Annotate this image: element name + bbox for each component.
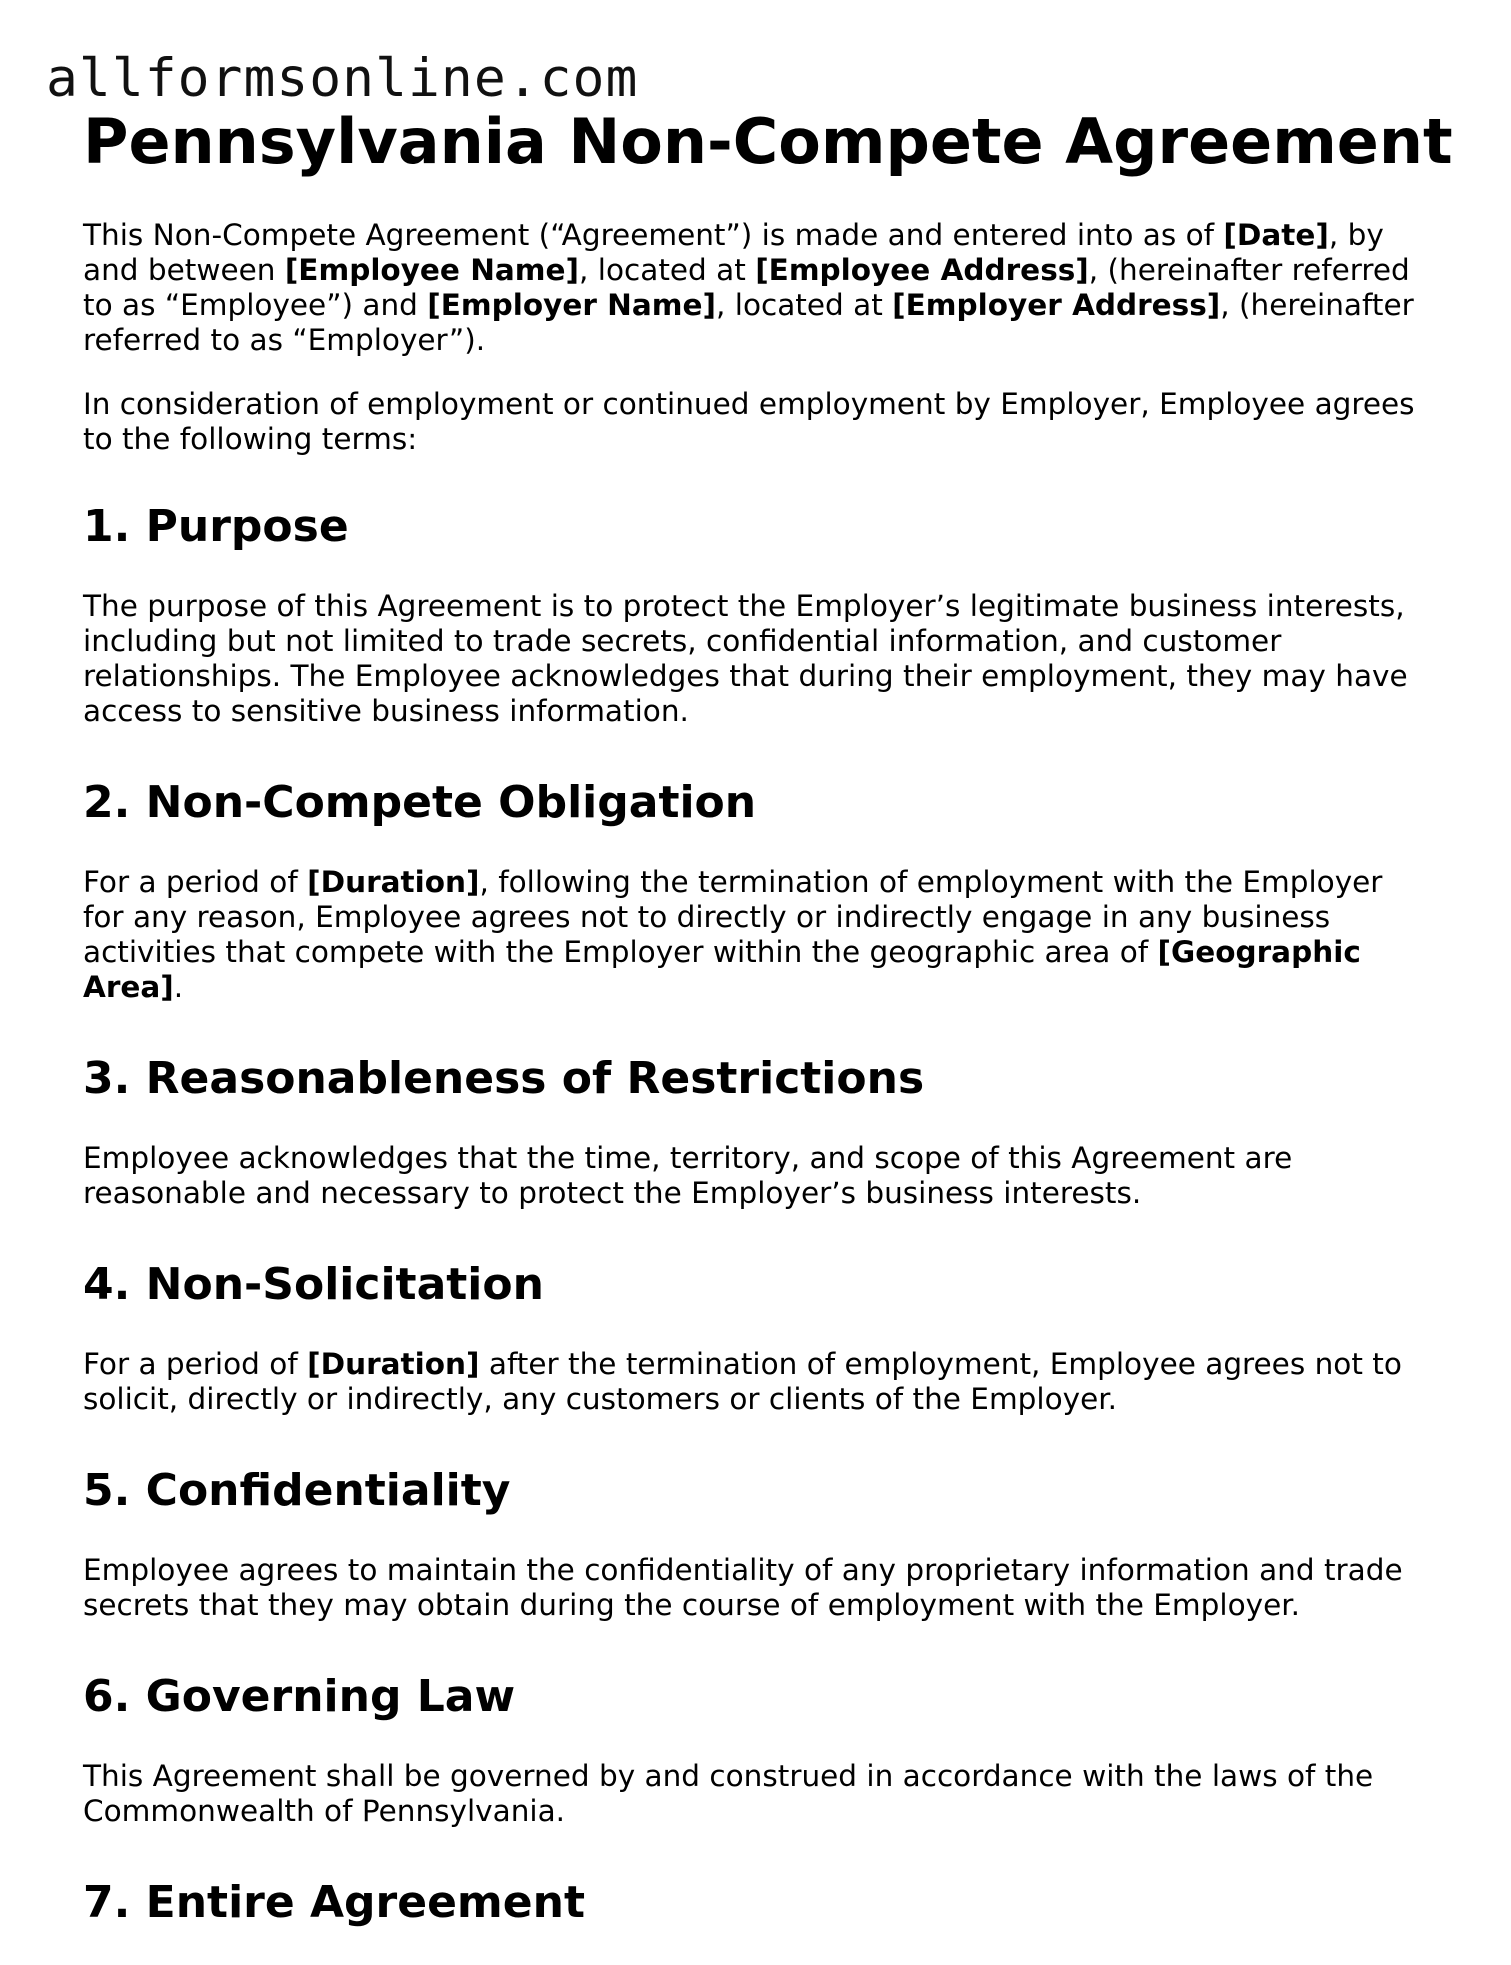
geographic-area-placeholder: [Geographic Area] [83,935,1361,1004]
section-text-part: . [173,970,184,1004]
section-heading: 3. Reasonableness of Restrictions [83,1053,925,1104]
employee-name-placeholder: [Employee Name] [284,253,580,287]
section-heading: 1. Purpose [83,501,349,552]
section-text-part: For a period of [83,865,308,899]
section-text-part: , following the termination of employment with the Employer for any reason, Employee agrees not to directly or indirectly engage in any business activities that compete with the Employer within the geographic area of [83,865,1383,969]
section-heading: 4. Non-Solicitation [83,1259,544,1310]
intro-text: , (hereinafter referred to as “Employee”) and [83,253,1410,322]
intro-text: , located at [579,253,756,287]
section-text-part: after the termination of employment, Employee agrees not to solicit, directly or indirectly, any customers or clients of the Employer. [83,1347,1402,1416]
intro-text: , (hereinafter referred to as “Employer”). [83,288,1414,357]
section-entire-agreement [83,1877,1428,1929]
section-text: Employee acknowledges that the time, territory, and scope of this Agreement are reasonable and necessary to protect the Employer’s business interests. [83,1141,1293,1210]
section-governing-law [83,1671,1428,1829]
site-watermark: allformsonline.com [46,48,639,109]
intro-paragraph [83,218,1428,358]
section-purpose [83,501,1428,729]
section-text: This Agreement shall be governed by and construed in accordance with the laws of the Commonwealth of Pennsylvania. [83,1759,1374,1828]
section-heading: 7. Entire Agreement [83,1877,585,1928]
intro-text: , located at [716,288,893,322]
document-title: Pennsylvania Non-Compete Agreement [83,105,1453,178]
date-placeholder: [Date] [1223,218,1329,252]
section-text-part: For a period of [83,1347,308,1381]
section-heading: 2. Non-Compete Obligation [83,777,757,828]
section-non-compete [83,777,1428,1005]
section-heading: 5. Confidentiality [83,1465,511,1516]
document-page [83,104,1453,1965]
section-non-solicitation [83,1259,1428,1417]
consideration-paragraph: In consideration of employment or continued employment by Employer, Employee agrees to the following terms: [83,387,1415,456]
duration-placeholder: [Duration] [307,1347,480,1381]
employee-address-placeholder: [Employee Address] [755,253,1089,287]
employer-name-placeholder: [Employer Name] [427,288,716,322]
section-text: The purpose of this Agreement is to protect the Employer’s legitimate business interests, including but not limited to trade secrets, confidential information, and customer relationships. The Employee acknowledges that during their employment, they may have access to sensitive business information. [83,589,1408,728]
section-heading: 6. Governing Law [83,1671,516,1722]
employer-address-placeholder: [Employer Address] [892,288,1221,322]
section-text [83,865,1428,1005]
section-text [83,1347,1428,1417]
section-text: Employee agrees to maintain the confidentiality of any proprietary information and trade secrets that they may obtain during the course of employment with the Employer. [83,1553,1403,1622]
intro-text: This Non-Compete Agreement (“Agreement”) is made and entered into as of [83,218,1224,252]
duration-placeholder: [Duration] [307,865,480,899]
intro-text: , by and between [83,218,1384,287]
section-confidentiality [83,1465,1428,1623]
section-reasonableness [83,1053,1428,1211]
